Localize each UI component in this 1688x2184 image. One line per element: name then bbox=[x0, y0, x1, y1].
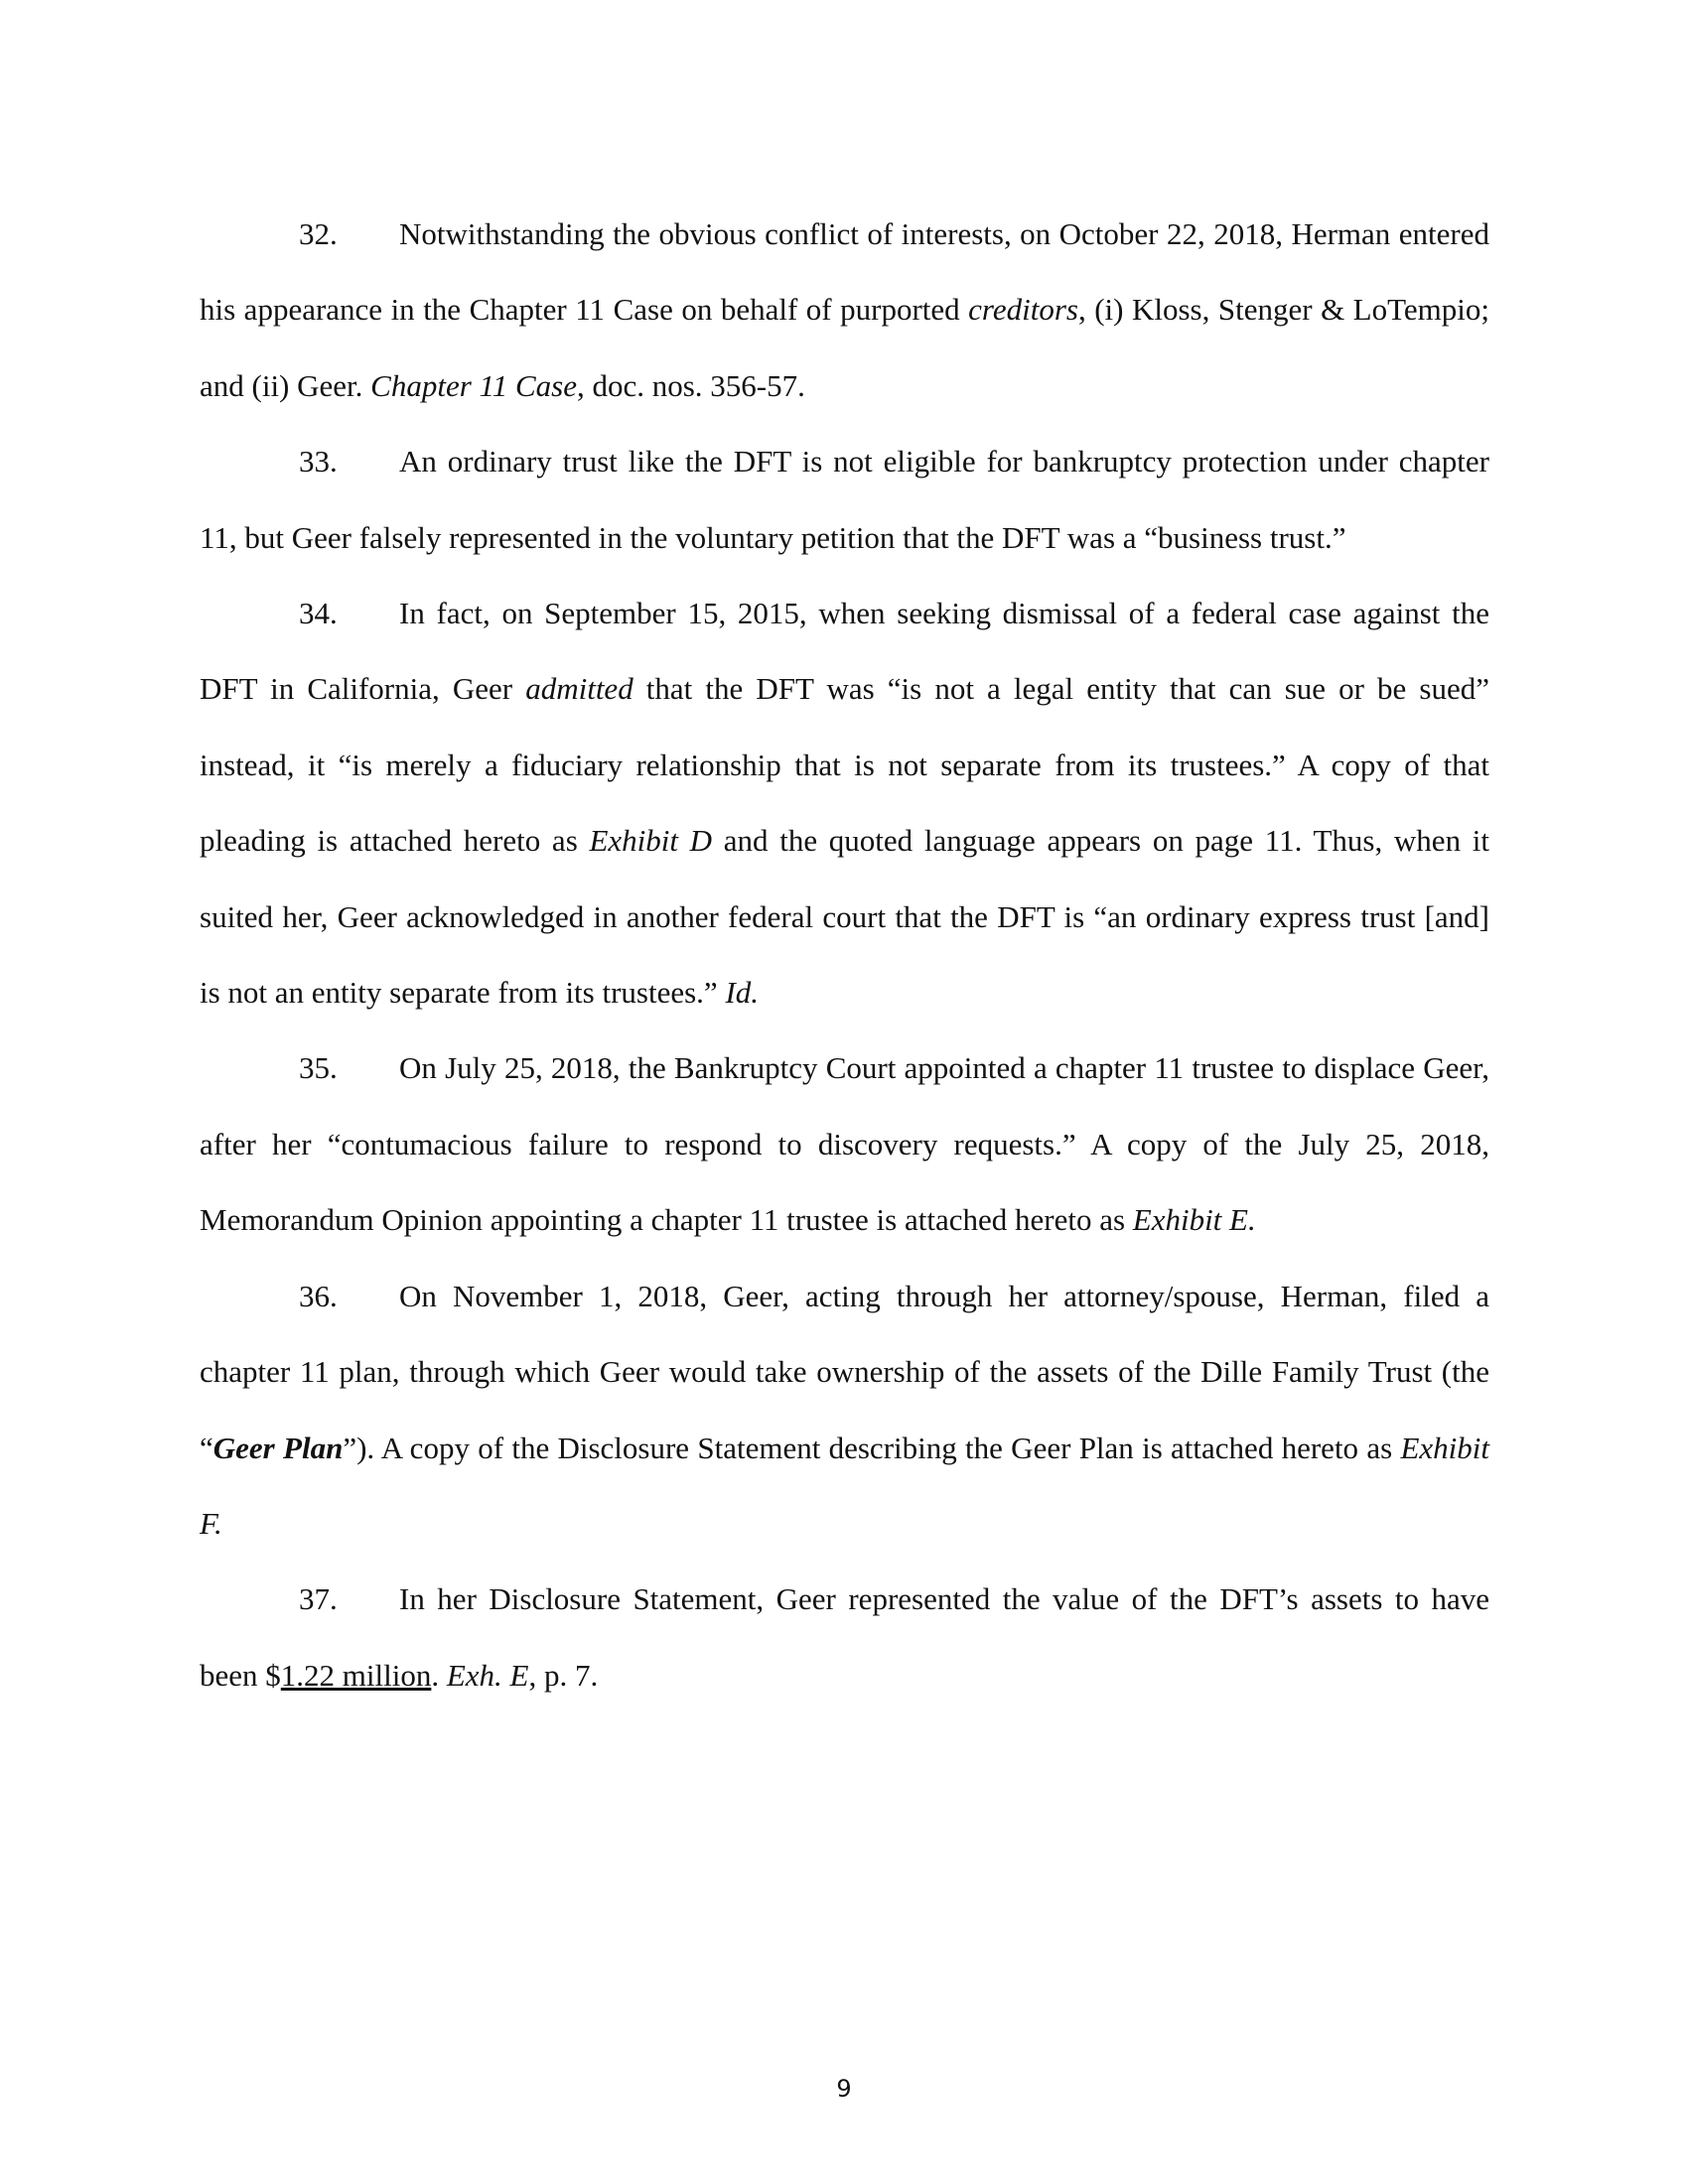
case-citation: Chapter 11 Case bbox=[370, 367, 577, 403]
paragraph-text: On July 25, 2018, the Bankruptcy Court appointed a chapter 11 trustee to displace Geer, after her “contumacious failure to respond to discovery requests.” A copy of the July 25, 2018, Memorandum Opinion appointing a chapter 11 trustee is attached hereto as bbox=[200, 1050, 1489, 1238]
paragraph-32 bbox=[200, 197, 1489, 424]
paragraph-text: ”). A copy of the Disclosure Statement describing the Geer Plan is attached hereto as bbox=[343, 1430, 1401, 1465]
exhibit-reference: Exhibit D bbox=[589, 823, 713, 859]
paragraph-text: In fact, on September 15, 2015, when seeking dismissal of a federal case against the DFT in California, Geer bbox=[200, 596, 1489, 707]
paragraph-text: that the DFT was “is not a legal entity that can sue or be sued” instead, it “is merely a fiduciary relationship that is not separate from its trustees.” A copy of that pleading is attached hereto as bbox=[200, 671, 1489, 859]
defined-term: Geer Plan bbox=[212, 1430, 344, 1465]
paragraph-number: 35. bbox=[299, 1050, 338, 1086]
paragraph-number: 37. bbox=[299, 1581, 338, 1617]
exhibit-reference: Exhibit E. bbox=[1132, 1202, 1256, 1238]
paragraph-number: 34. bbox=[299, 596, 338, 631]
paragraph-text: An ordinary trust like the DFT is not eligible for bankruptcy protection under chapter 11, but Geer falsely represented in the voluntary petition that the DFT was a “business trust.” bbox=[200, 444, 1489, 555]
underlined-amount: 1.22 million bbox=[280, 1657, 432, 1693]
paragraph-text: In her Disclosure Statement, Geer represented the value of the DFT’s assets to have been $ bbox=[200, 1581, 1489, 1693]
exhibit-citation: Exh. E bbox=[446, 1657, 529, 1693]
citation-id: Id. bbox=[725, 975, 760, 1011]
paragraph-number: 33. bbox=[299, 444, 338, 479]
paragraph-34 bbox=[200, 576, 1489, 1030]
paragraph-text: . bbox=[431, 1657, 447, 1693]
paragraph-text: Notwithstanding the obvious conflict of interests, on October 22, 2018, Herman entered his appearance in the Chapter 11 Case on behalf of purported bbox=[200, 216, 1489, 328]
paragraph-35 bbox=[200, 1030, 1489, 1258]
emphasis-text: creditors bbox=[968, 292, 1078, 328]
exhibit-reference: Exhibit F. bbox=[200, 1430, 1489, 1541]
emphasis-text: admitted bbox=[525, 671, 633, 707]
paragraph-33 bbox=[200, 424, 1489, 576]
paragraph-37 bbox=[200, 1562, 1489, 1713]
paragraph-number: 32. bbox=[299, 216, 338, 251]
paragraph-36 bbox=[200, 1259, 1489, 1563]
paragraph-text: , p. 7. bbox=[528, 1657, 599, 1693]
document-body bbox=[200, 197, 1489, 1713]
page-number: 9 bbox=[836, 2075, 852, 2103]
paragraph-text: , (i) Kloss, Stenger & LoTempio; and (ii) Geer. bbox=[200, 292, 1489, 403]
paragraph-text: and the quoted language appears on page 11. Thus, when it suited her, Geer acknowledged in another federal court that the DFT is “an ordinary express trust [and] is not an entity separate from its trustees.” bbox=[200, 823, 1489, 1011]
paragraph-text: , doc. nos. 356-57. bbox=[576, 367, 805, 403]
paragraph-number: 36. bbox=[299, 1278, 338, 1313]
paragraph-text: On November 1, 2018, Geer, acting through her attorney/spouse, Herman, filed a chapter 11 plan, through which Geer would take ownership of the assets of the Dille Family Trust (the “ bbox=[200, 1278, 1489, 1465]
